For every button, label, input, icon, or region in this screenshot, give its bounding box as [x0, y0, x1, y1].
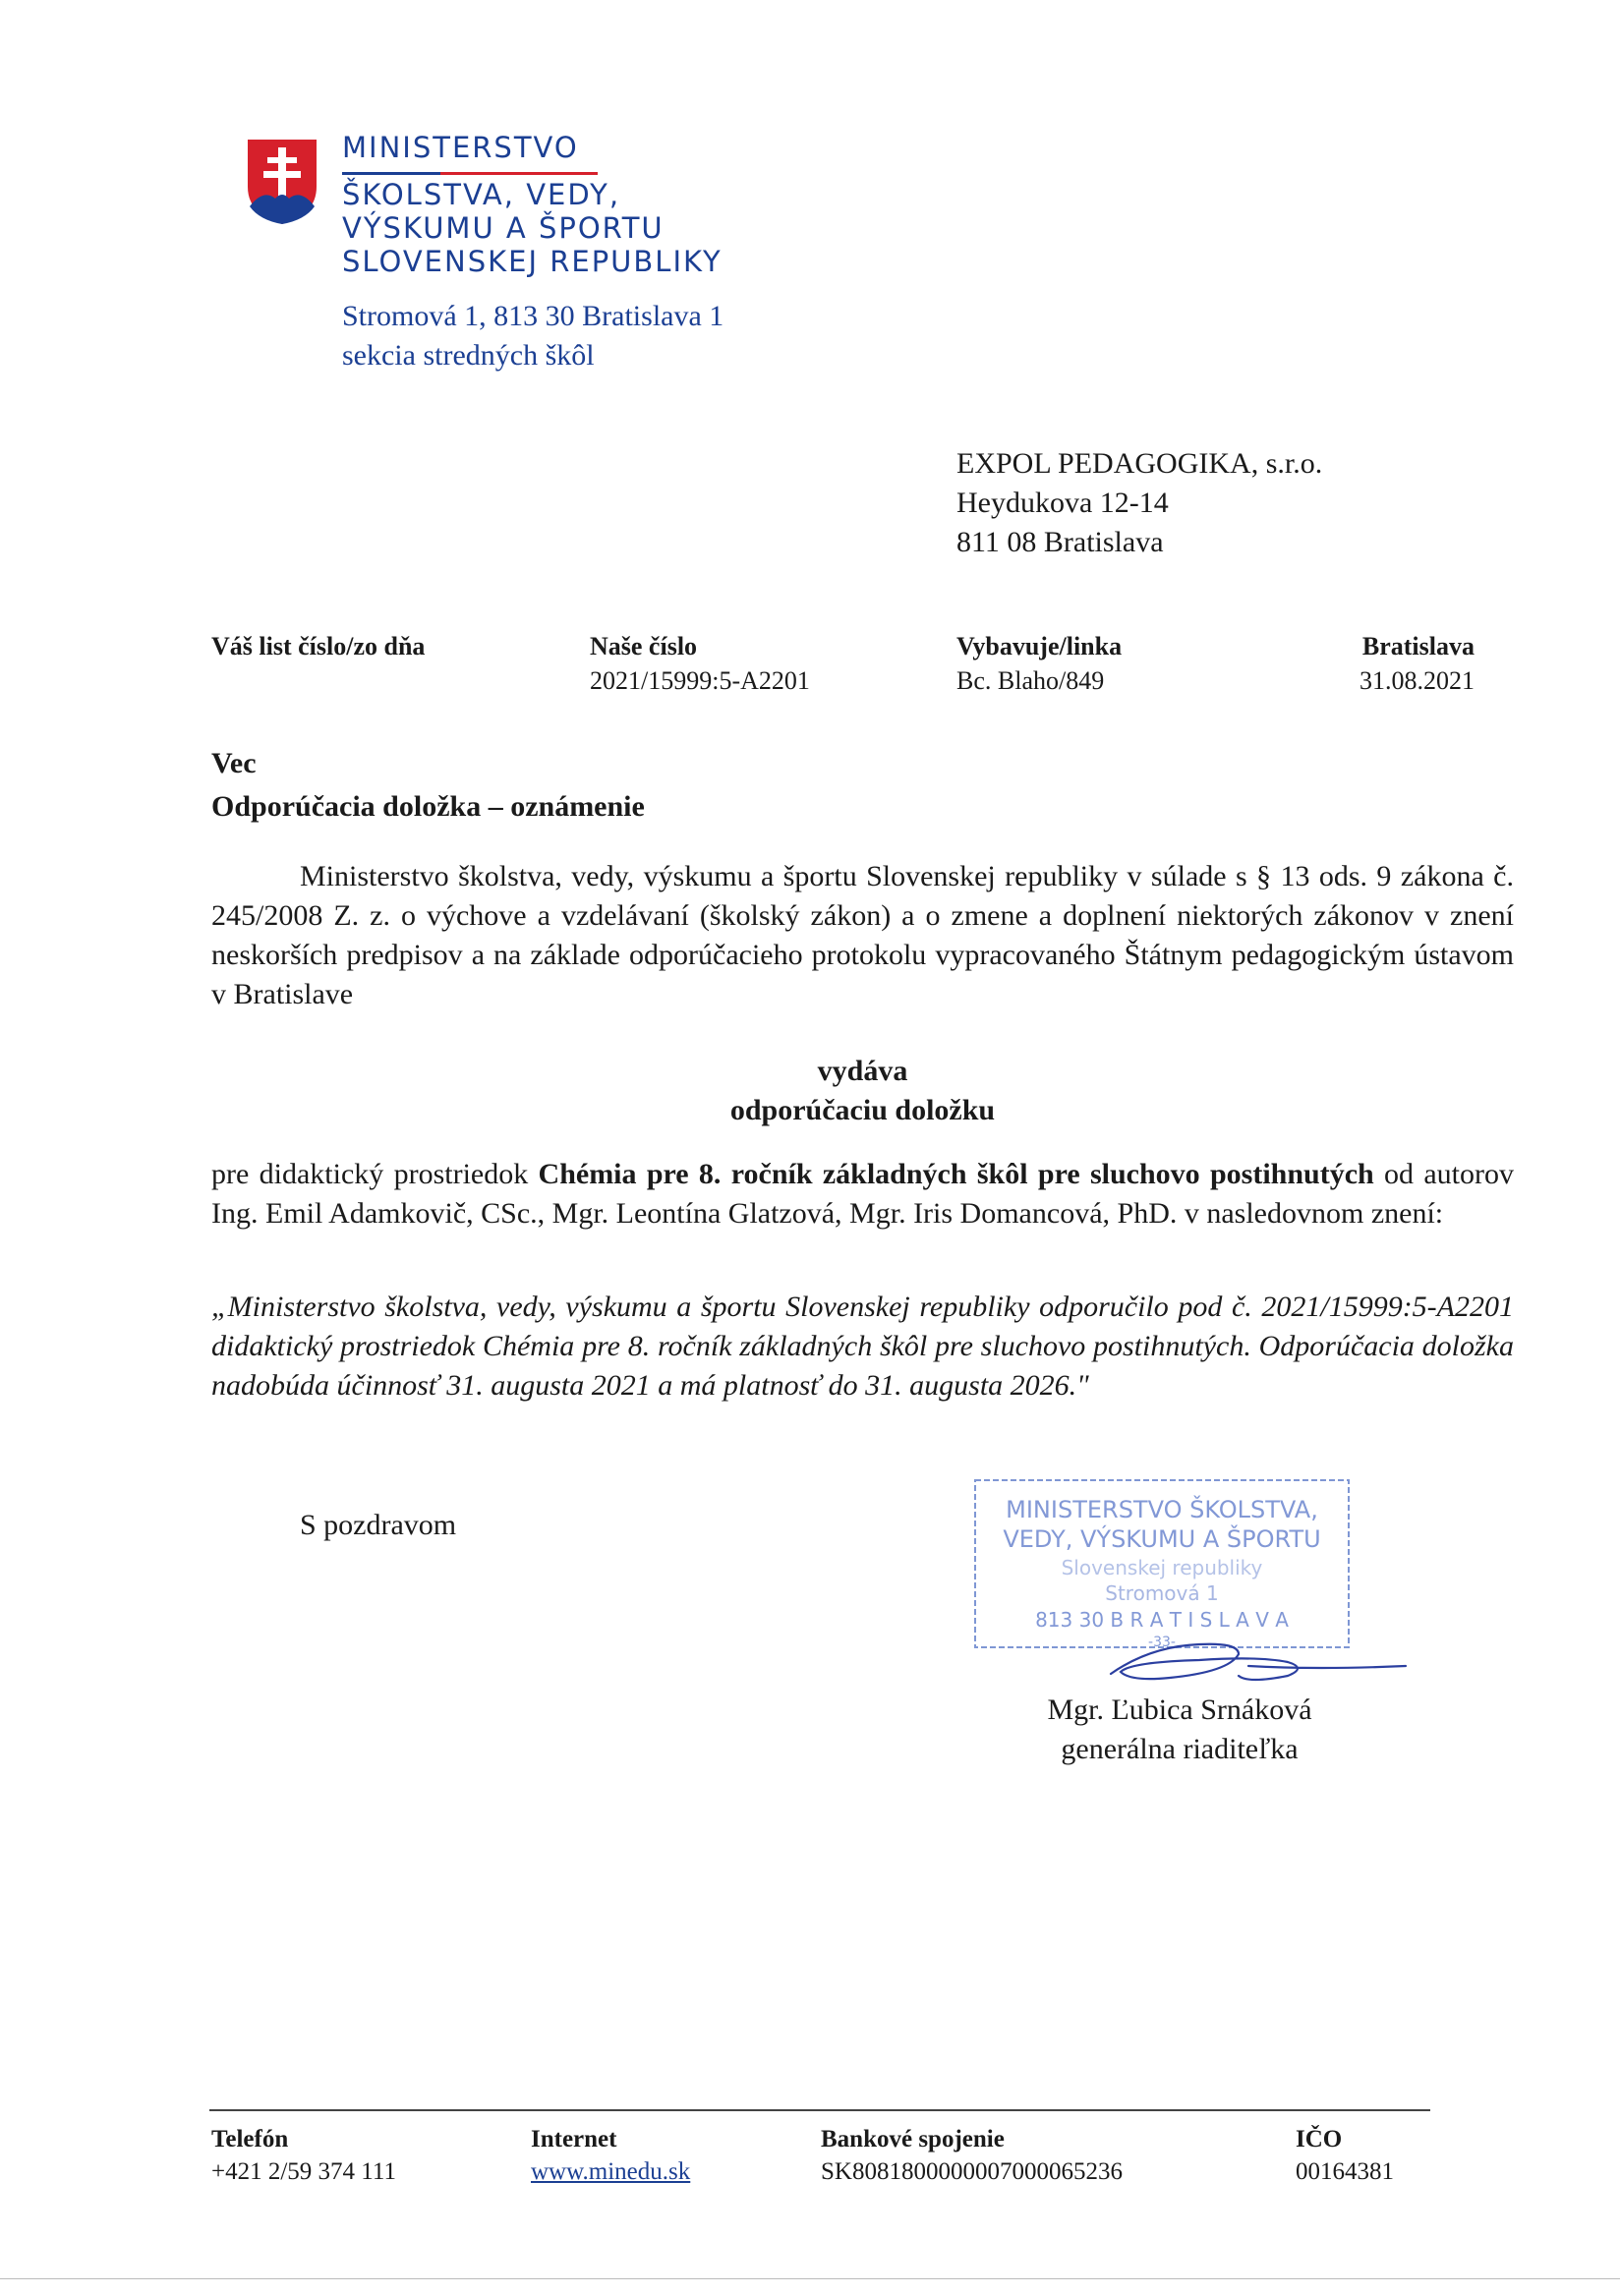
issuance-line-2: odporúčaciu doložku — [729, 1094, 996, 1126]
stamp-line-6: -33- — [1148, 1635, 1176, 1650]
footer-ico-label: IČO — [1296, 2126, 1343, 2152]
recipient-street: Heydukova 12-14 — [956, 487, 1169, 519]
stamp-line-1: MINISTERSTVO ŠKOLSTVA, — [1006, 1496, 1318, 1523]
sender-address-line-1: Stromová 1, 813 30 Bratislava 1 — [342, 300, 724, 332]
p2-title: Chémia pre 8. ročník základných škôl pre sluchovo postihnutých — [538, 1158, 1374, 1190]
ref-our-number-value: 2021/15999:5-A2201 — [590, 666, 810, 695]
ref-our-number — [590, 629, 810, 698]
signatory — [1003, 1691, 1357, 1769]
subject-title: Odporúčacia doložka – oznámenie — [211, 790, 645, 823]
stamp-line-4: Stromová 1 — [1105, 1581, 1219, 1605]
p2-suffix: od autorov Ing. Emil Adamkovič, CSc., Mgr. Leontína Glatzová, Mgr. Iris Domancová, PhD. v nasledovnom znení: — [211, 1158, 1514, 1230]
ref-your-letter — [211, 629, 425, 663]
body-paragraph-1: Ministerstvo školstva, vedy, výskumu a športu Slovenskej republiky v súlade s § 13 ods. 9 zákona č. 245/2008 Z. z. o výchove a vzdelávaní (školský zákon) a o zmene a doplnení niektorých zákonov v znení neskorších predpisov a na základe odporúčacieho protokolu vypracovaného Štátnym pedagogickým ústavom v Bratislave — [211, 860, 1514, 1010]
body-paragraph-2 — [211, 1155, 1514, 1234]
signer-name: Mgr. Ľubica Srnáková — [1047, 1693, 1312, 1726]
p2-prefix: pre didaktický prostriedok — [211, 1158, 539, 1190]
footer-bank-value: SK8081800000007000065236 — [821, 2158, 1123, 2185]
footer-internet-label: Internet — [531, 2126, 617, 2152]
issuance-heading — [211, 1052, 1514, 1130]
ministry-name — [342, 131, 723, 278]
footer-internet — [531, 2123, 690, 2188]
subject — [211, 742, 645, 829]
footer-phone-value: +421 2/59 374 111 — [211, 2158, 396, 2185]
footer-bank-label: Bankové spojenie — [821, 2126, 1005, 2152]
ref-handled-by-label: Vybavuje/linka — [956, 632, 1123, 660]
website-link[interactable]: www.minedu.sk — [531, 2158, 691, 2185]
footer-phone-label: Telefón — [211, 2126, 289, 2152]
page-bottom-edge — [0, 2278, 1620, 2279]
ministry-line-4: SLOVENSKEJ REPUBLIKY — [342, 245, 723, 278]
sender-address — [342, 297, 723, 375]
ref-your-letter-label: Váš list číslo/zo dňa — [211, 632, 426, 660]
recipient-address — [956, 444, 1322, 562]
signer-title: generálna riaditeľka — [1061, 1733, 1299, 1765]
ref-our-number-label: Naše číslo — [590, 632, 698, 660]
recipient-name: EXPOL PEDAGOGIKA, s.r.o. — [956, 447, 1323, 480]
sender-department: sekcia stredných škôl — [342, 339, 595, 372]
ref-place-date — [1360, 629, 1475, 698]
ref-handled-by — [956, 629, 1122, 698]
slovak-coat-of-arms-icon — [246, 138, 318, 226]
ref-date-value: 31.08.2021 — [1360, 666, 1475, 695]
stamp-line-3: Slovenskej republiky — [1061, 1556, 1263, 1579]
footer-bank — [821, 2123, 1123, 2188]
ministry-line-1: MINISTERSTVO — [342, 131, 579, 164]
subject-label: Vec — [211, 747, 257, 779]
stamp-line-5: 813 30 B R A T I S L A V A — [1035, 1608, 1289, 1632]
footer-divider — [209, 2109, 1430, 2111]
footer-phone — [211, 2123, 396, 2188]
issuance-line-1: vydáva — [817, 1055, 908, 1087]
header-underline — [342, 172, 598, 175]
greeting: S pozdravom — [300, 1509, 457, 1541]
footer-ico-value: 00164381 — [1296, 2158, 1394, 2185]
ref-place-label: Bratislava — [1361, 632, 1475, 660]
recipient-city: 811 08 Bratislava — [956, 526, 1164, 558]
recommendation-quote: „Ministerstvo školstva, vedy, výskumu a športu Slovenskej republiky odporučilo pod č. 2021/15999:5-A2201 didaktický prostriedok Chémia pre 8. ročník základných škôl pre sluchovo postihnutých. Odporúčacia doložka nadobúda účinnosť 31. augusta 2021 a má platnosť do 31. augusta 2026." — [211, 1291, 1514, 1402]
ref-handled-by-value: Bc. Blaho/849 — [956, 666, 1105, 695]
footer-ico — [1296, 2123, 1394, 2188]
ministry-line-3: VÝSKUMU A ŠPORTU — [342, 211, 665, 245]
ministry-line-2: ŠKOLSTVA, VEDY, — [342, 178, 621, 211]
stamp-line-2: VEDY, VÝSKUMU A ŠPORTU — [1003, 1525, 1321, 1553]
